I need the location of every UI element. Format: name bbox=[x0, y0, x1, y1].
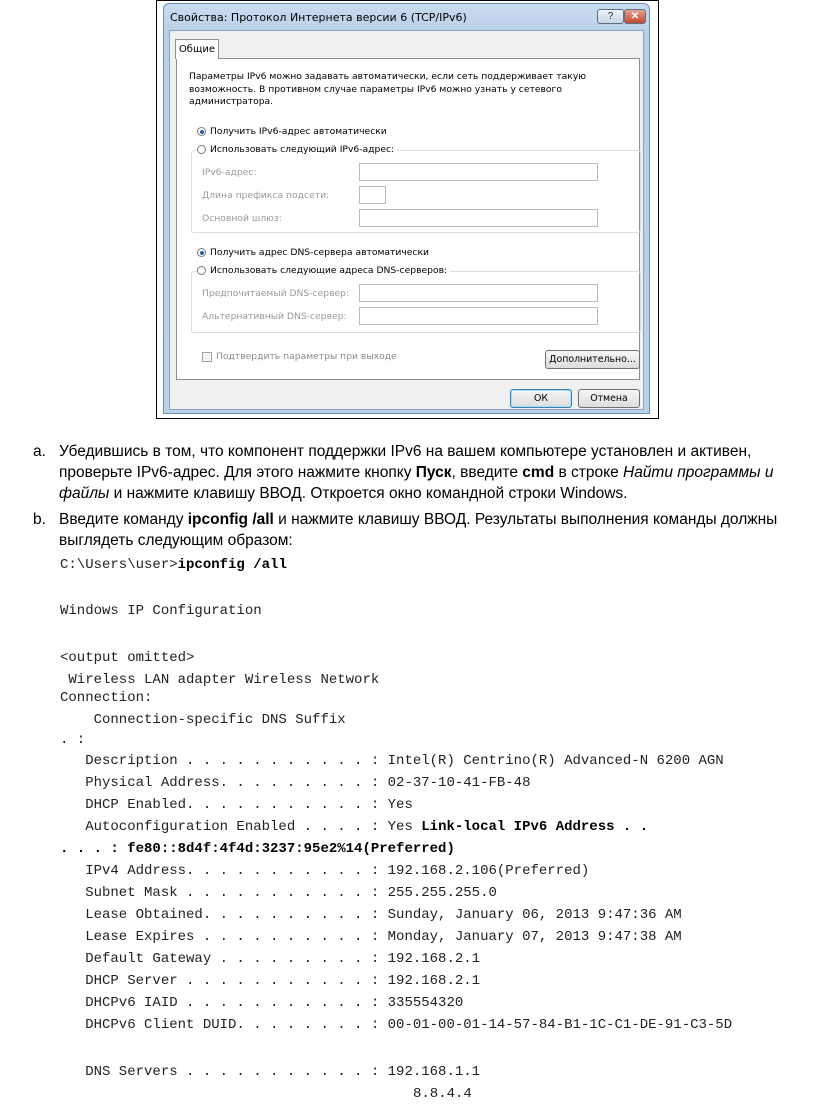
dialog-screenshot bbox=[156, 0, 659, 419]
cmd-keyword: cmd bbox=[522, 464, 555, 481]
console-duid: DHCPv6 Client DUID. . . . . . . . : 00-01-00-01-14-57-84-B1-1C-C1-DE-91-C3-5D bbox=[60, 1017, 733, 1033]
validate-checkbox-box bbox=[202, 352, 212, 362]
gateway-label: Основной шлюз: bbox=[202, 213, 282, 224]
console-dhcp-enabled: DHCP Enabled. . . . . . . . . . . : Yes bbox=[60, 797, 413, 813]
command-prompt: C:\Users\user> bbox=[60, 557, 178, 573]
step-a-part4: и нажмите клавишу ВВОД. Откроется окно командной строки Windows. bbox=[109, 485, 628, 502]
console-lease-expires: Lease Expires . . . . . . . . . . : Monday, January 07, 2013 9:47:38 AM bbox=[60, 929, 682, 945]
radio-auto-dns[interactable] bbox=[197, 247, 429, 258]
general-panel bbox=[176, 58, 640, 380]
console-iaid: DHCPv6 IAID . . . . . . . . . . . : 335554320 bbox=[60, 995, 464, 1011]
radio-auto-ipv6[interactable] bbox=[197, 126, 387, 137]
preferred-dns-label: Предпочитаемый DNS-сервер: bbox=[202, 288, 350, 299]
console-adapter-2: Connection: bbox=[60, 690, 153, 706]
console-linklocal-label: Link-local IPv6 Address . . bbox=[421, 819, 649, 835]
radio-manual-dns[interactable] bbox=[197, 265, 450, 276]
start-keyword: Пуск bbox=[415, 464, 452, 481]
radio-auto-dns-dot bbox=[197, 248, 206, 257]
radio-auto-dns-label: Получить адрес DNS-сервера автоматически bbox=[210, 247, 429, 258]
command-text: ipconfig /all bbox=[177, 557, 287, 573]
console-linklocal-value: . . . : fe80::8d4f:4f4d:3237:95e2%14(Preferred) bbox=[60, 841, 455, 857]
radio-auto-ipv6-label: Получить IPv6-адрес автоматически bbox=[210, 126, 387, 137]
ipv6-address-label: IPv6-адрес: bbox=[202, 167, 257, 178]
console-dns: DNS Servers . . . . . . . . . . . : 192.168.1.1 bbox=[60, 1064, 481, 1080]
validate-checkbox[interactable] bbox=[202, 351, 397, 362]
ok-button[interactable]: ОК bbox=[510, 389, 572, 408]
radio-manual-dns-dot bbox=[197, 266, 206, 275]
step-b-part2: и нажмите клавишу ВВОД. Результаты выполнения команды должны выглядеть следующим образом: bbox=[59, 511, 778, 549]
console-autoconf bbox=[60, 819, 648, 835]
step-a-text bbox=[59, 441, 804, 504]
window-title: Свойства: Протокол Интернета версии 6 (TCP/IPv6) bbox=[170, 11, 467, 24]
console-ipv4: IPv4 Address. . . . . . . . . . . : 192.168.2.106(Preferred) bbox=[60, 863, 590, 879]
console-gateway: Default Gateway . . . . . . . . . : 192.168.2.1 bbox=[60, 951, 481, 967]
alternate-dns-label: Альтернативный DNS-сервер: bbox=[202, 311, 347, 322]
console-physical: Physical Address. . . . . . . . . : 02-37-10-41-FB-48 bbox=[60, 775, 531, 791]
console-header: Windows IP Configuration bbox=[60, 603, 262, 619]
intro-text: Параметры IPv6 можно задавать автоматически, если сеть поддерживает такую возможность. В противном случае параметры IPv6 можно узнать у сетевого администратора. bbox=[189, 71, 586, 107]
alternate-dns-field[interactable] bbox=[359, 307, 598, 325]
console-subnet: Subnet Mask . . . . . . . . . . . : 255.255.255.0 bbox=[60, 885, 497, 901]
step-a-part3: в строке bbox=[554, 464, 623, 481]
step-b-marker: b. bbox=[33, 511, 46, 528]
help-icon[interactable]: ? bbox=[597, 9, 624, 24]
gateway-field[interactable] bbox=[359, 209, 598, 227]
radio-manual-dns-label: Использовать следующие адреса DNS-серверов: bbox=[210, 265, 448, 276]
radio-manual-ipv6-dot bbox=[197, 145, 206, 154]
step-a-part1: Убедившись в том, что компонент поддержки IPv6 на вашем компьютере установлен и активен, проверьте IPv6-адрес. Для этого нажмите кнопку bbox=[59, 443, 752, 481]
search-box-name: Найти программы и файлы bbox=[59, 464, 774, 502]
step-b bbox=[33, 509, 803, 553]
console-suffix-1: Connection-specific DNS Suffix bbox=[60, 712, 346, 728]
close-icon[interactable]: ✕ bbox=[624, 9, 646, 24]
console-dns-2: 8.8.4.4 bbox=[413, 1086, 472, 1102]
prefix-length-label: Длина префикса подсети: bbox=[202, 190, 330, 201]
step-a-part2: , введите bbox=[451, 464, 523, 481]
console-linklocal bbox=[60, 841, 455, 857]
validate-checkbox-label: Подтвердить параметры при выходе bbox=[216, 351, 397, 362]
radio-auto-ipv6-dot bbox=[197, 127, 206, 136]
ipv6-address-field[interactable] bbox=[359, 163, 598, 181]
console-autoconf-text: Autoconfiguration Enabled . . . . : Yes bbox=[60, 819, 422, 835]
console-omitted: <output omitted> bbox=[60, 650, 195, 666]
console-description: Description . . . . . . . . . . . : Intel(R) Centrino(R) Advanced-N 6200 AGN bbox=[60, 753, 724, 769]
console-dhcp-server: DHCP Server . . . . . . . . . . . : 192.168.2.1 bbox=[60, 973, 481, 989]
dialog-client bbox=[169, 30, 644, 410]
cancel-button[interactable]: Отмена bbox=[578, 389, 640, 408]
radio-manual-ipv6[interactable] bbox=[197, 144, 397, 155]
ipconfig-keyword: ipconfig /all bbox=[187, 511, 274, 528]
radio-manual-ipv6-label: Использовать следующий IPv6-адрес: bbox=[210, 144, 395, 155]
command-line bbox=[60, 557, 287, 573]
advanced-button[interactable]: Дополнительно... bbox=[545, 350, 640, 369]
prefix-length-field[interactable] bbox=[359, 186, 386, 204]
tab-general[interactable]: Общие bbox=[175, 39, 219, 59]
ipv6-properties-window bbox=[163, 3, 650, 414]
step-a-marker: a. bbox=[33, 443, 46, 460]
step-b-text bbox=[59, 509, 804, 551]
step-b-part1: Введите команду bbox=[59, 511, 188, 528]
step-a bbox=[33, 441, 803, 505]
console-adapter-1: Wireless LAN adapter Wireless Network bbox=[60, 672, 380, 688]
console-suffix-2: . : bbox=[60, 732, 86, 748]
preferred-dns-field[interactable] bbox=[359, 284, 598, 302]
console-lease-obtained: Lease Obtained. . . . . . . . . . : Sunday, January 06, 2013 9:47:36 AM bbox=[60, 907, 682, 923]
title-bar bbox=[164, 4, 649, 30]
